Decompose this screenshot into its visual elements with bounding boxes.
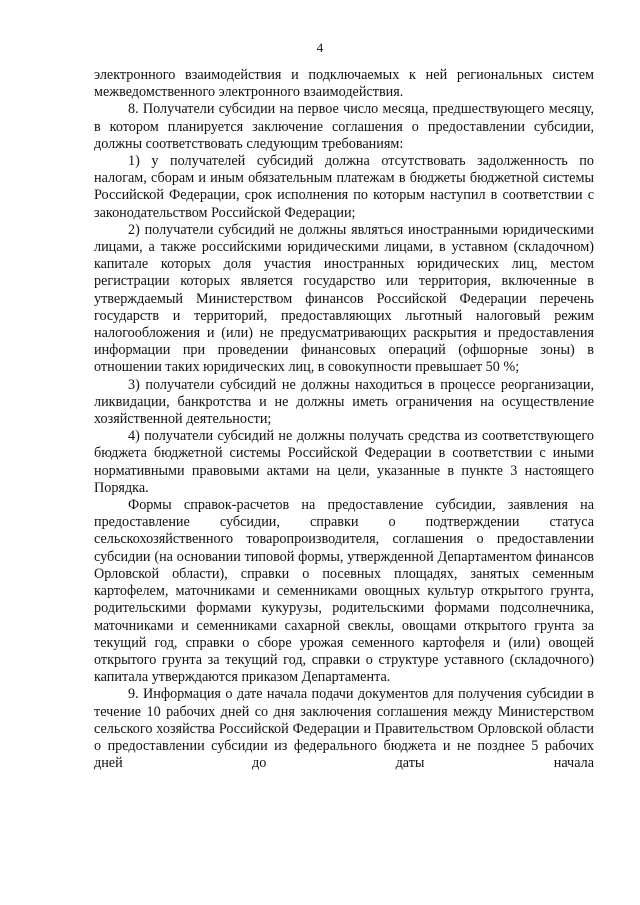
paragraph-continuation: электронного взаимодействия и подключаемых к ней региональных систем межведомственного электронного взаимодействия.	[94, 67, 594, 101]
paragraph-requirement-1: 1) у получателей субсидий должна отсутствовать задолженность по налогам, сборам и иным обязательным платежам в бюджеты бюджетной системы Российской Федерации, срок исполнения по которым наступил в соответствии с законодательством Российской Федерации;	[94, 153, 594, 221]
paragraph-requirement-4: 4) получатели субсидий не должны получать средства из соответствующего бюджета бюджетной системы Российской Федерации в соответствии с иными нормативными правовыми актами на цели, указанные в пункте 3 настоящего Порядка.	[94, 428, 594, 496]
document-body	[94, 67, 594, 772]
paragraph-requirement-3: 3) получатели субсидий не должны находиться в процессе реорганизации, ликвидации, банкротства и не должны иметь ограничения на осуществление хозяйственной деятельности;	[94, 376, 594, 428]
paragraph-forms: Формы справок-расчетов на предоставление субсидии, заявления на предоставление субсидии, справки о подтверждении статуса сельскохозяйственного товаропроизводителя, соглашения о предоставлении субсидии (на основании типовой формы, утвержденной Департаментом финансов Орловской области), справки о посевных площадях, занятых семенным картофелем, маточниками и семенниками овощных культур открытого грунта, родительскими формами кукурузы, родительскими формами подсолнечника, маточниками и семенниками сахарной свеклы, овощами открытого грунта за текущий год, справки о сборе урожая семенного картофеля и (или) овощей открытого грунта за текущий год, справки о структуре уставного (складочного) капитала утверждаются приказом Департамента.	[94, 497, 594, 686]
paragraph-item-9: 9. Информация о дате начала подачи документов для получения субсидии в течение 10 рабочих дней со дня заключения соглашения между Министерством сельского хозяйства Российской Федерации и Правительством Орловской области о предоставлении субсидии из федерального бюджета и не позднее 5 рабочих дней до даты начала	[94, 686, 594, 772]
paragraph-requirement-2: 2) получатели субсидий не должны являться иностранными юридическими лицами, а также российскими юридическими лицами, в уставном (складочном) капитале которых доля участия иностранных юридических лиц, местом регистрации которых является государство или территория, включенные в утверждаемый Министерством финансов Российской Федерации перечень государств и территорий, предоставляющих льготный налоговый режим налогообложения и (или) не предусматривающих раскрытия и предоставления информации при проведении финансовых операций (офшорные зоны) в отношении таких юридических лиц, в совокупности превышает 50 %;	[94, 221, 594, 376]
paragraph-item-8: 8. Получатели субсидии на первое число месяца, предшествующего месяцу, в котором планируется заключение соглашения о предоставлении субсидии, должны соответствовать следующим требованиям:	[94, 101, 594, 152]
page-number: 4	[316, 40, 324, 55]
